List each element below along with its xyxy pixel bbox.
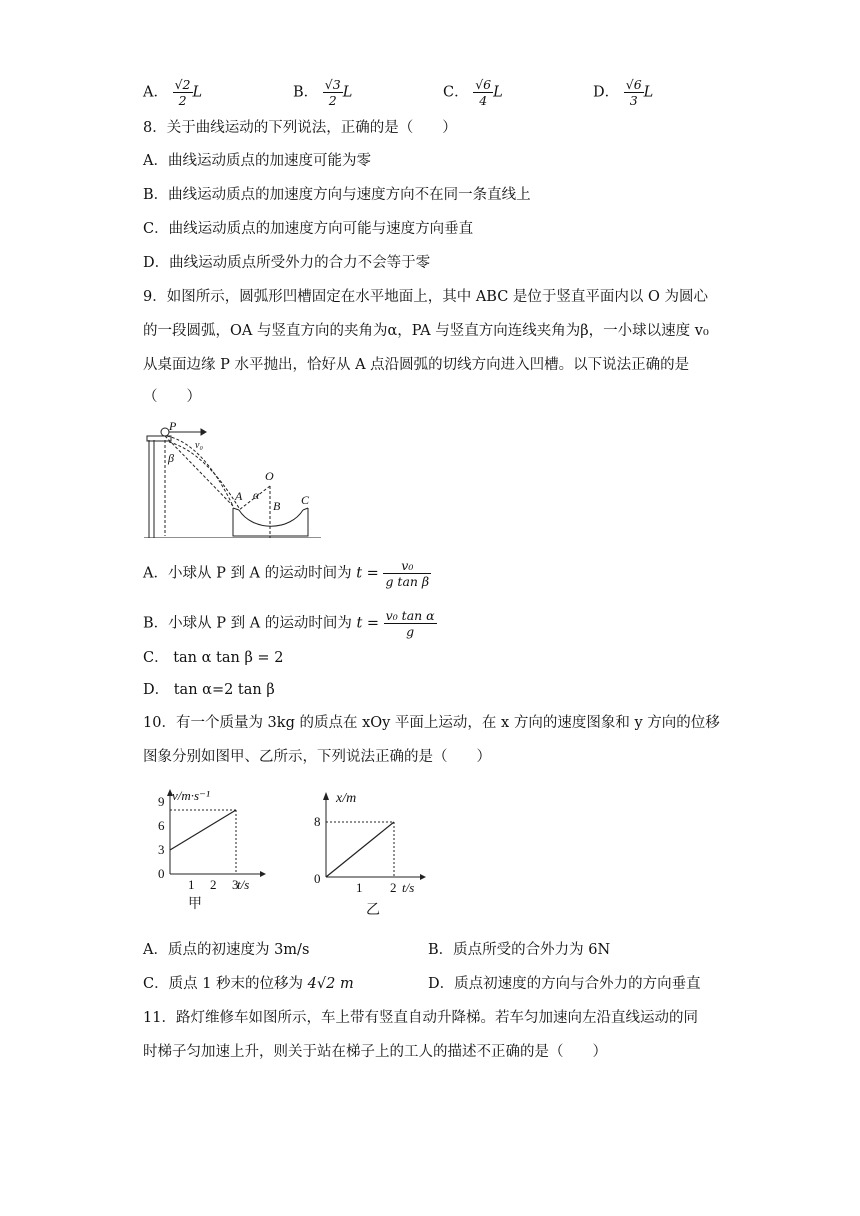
- q9-option-c[interactable]: C． tan α tan β = 2: [143, 650, 284, 666]
- y-tick-label: 3: [158, 842, 165, 857]
- chart-yi-plot: [314, 791, 426, 918]
- q9-stem-line-2: 的一段圆弧，OA 与竖直方向的夹角为α，PA 与竖直方向连线夹角为β，一小球以速度 v₀: [143, 323, 709, 339]
- label-v0: v₀: [195, 440, 203, 451]
- q9-option-a[interactable]: [143, 558, 431, 589]
- label-c: C: [301, 493, 310, 507]
- option-math-lhs: t =: [356, 615, 380, 632]
- q10-option-c[interactable]: [143, 974, 354, 994]
- x-tick-label: 3: [232, 877, 239, 892]
- option-fraction: [624, 77, 644, 108]
- q9-stem-line-4: （ ）: [143, 389, 201, 405]
- q7-option-b[interactable]: [293, 77, 352, 108]
- q7-option-d[interactable]: [593, 77, 653, 108]
- fraction-denominator: 3: [629, 93, 638, 108]
- q8-stem: 8．关于曲线运动的下列说法，正确的是（ ）: [143, 120, 457, 136]
- ball-icon: [161, 428, 169, 436]
- fraction-denominator: g tan β: [385, 574, 430, 589]
- velocity-arrowhead: [201, 429, 206, 435]
- q9-option-b[interactable]: [143, 608, 437, 639]
- label-p: P: [169, 419, 177, 433]
- data-line: [326, 822, 394, 877]
- label-o: O: [265, 469, 274, 483]
- q9-stem-line-1: 9．如图所示，圆弧形凹槽固定在水平地面上，其中 ABC 是位于竖直平面内以 O 为圆心: [143, 289, 709, 305]
- q7-option-a[interactable]: [143, 77, 202, 108]
- fraction-denominator: 4: [479, 93, 488, 108]
- chart-yi: [300, 784, 440, 919]
- option-fraction: [473, 77, 493, 108]
- x-axis-arrow: [420, 874, 426, 880]
- x-axis-arrow: [260, 871, 266, 877]
- groove-edge: [303, 508, 308, 510]
- option-label: B．: [293, 84, 319, 101]
- q11-stem-line-2: 时梯子匀加速上升，则关于站在梯子上的工人的描述不正确的是（ ）: [143, 1044, 607, 1060]
- option-text: C．质点 1 秒末的位移为: [143, 976, 304, 992]
- table-top: [147, 436, 171, 441]
- fraction-denominator: 2: [178, 93, 187, 108]
- chart-caption: 甲: [188, 897, 202, 912]
- x-axis-label: t/s: [237, 877, 250, 892]
- option-text: B．小球从 P 到 A 的运动时间为: [143, 615, 352, 632]
- option-label: D．: [593, 84, 620, 101]
- option-suffix: L: [192, 84, 203, 101]
- y-tick-label: 8: [314, 814, 321, 829]
- q9-figure: [143, 418, 323, 538]
- label-beta: β: [168, 451, 174, 465]
- q8-option-a[interactable]: A．曲线运动质点的加速度可能为零: [143, 153, 371, 169]
- data-line: [170, 810, 236, 850]
- q10-option-b[interactable]: B．质点所受的合外力为 6N: [428, 942, 611, 958]
- y-axis-label: x/m: [336, 791, 357, 806]
- option-suffix: L: [493, 84, 503, 101]
- groove-edge: [233, 508, 239, 510]
- fraction-numerator: √6: [475, 77, 492, 92]
- q10-stem-line-1: 10．有一个质量为 3kg 的质点在 xOy 平面上运动，在 x 方向的速度图象和 y 方向的位移: [143, 715, 720, 731]
- fraction-numerator: v₀ tan α: [385, 608, 435, 623]
- fraction-denominator: g: [406, 624, 415, 639]
- option-suffix: L: [643, 84, 654, 101]
- x-tick-label: 2: [390, 880, 397, 895]
- y-tick-label: 6: [158, 818, 165, 833]
- q10-stem-line-2: 图象分别如图甲、乙所示，下列说法正确的是（ ）: [143, 749, 491, 765]
- chart-jia-plot: [158, 788, 266, 912]
- label-b: B: [273, 499, 281, 513]
- origin-label: 0: [314, 871, 321, 886]
- q9-stem-line-3: 从桌面边缘 P 水平抛出，恰好从 A 点沿圆弧的切线方向进入凹槽。以下说法正确的是: [143, 357, 690, 373]
- q8-option-d[interactable]: D．曲线运动质点所受外力的合力不会等于零: [143, 255, 431, 271]
- option-fraction: [383, 558, 431, 589]
- y-tick-label: 0: [158, 866, 165, 881]
- x-axis-label: t/s: [402, 880, 415, 895]
- q10-option-a[interactable]: A．质点的初速度为 3m/s: [143, 942, 310, 958]
- y-axis-arrow: [323, 792, 329, 800]
- option-math-lhs: t =: [356, 565, 379, 582]
- x-tick-label: 1: [356, 880, 363, 895]
- option-label: C．: [443, 84, 469, 101]
- q9-option-d[interactable]: D． tan α=2 tan β: [143, 682, 275, 698]
- chart-caption: 乙: [366, 903, 380, 918]
- option-text: A．小球从 P 到 A 的运动时间为: [143, 565, 352, 582]
- option-fraction: [384, 608, 437, 639]
- fraction-numerator: √6: [625, 77, 642, 92]
- fraction-numerator: √2: [174, 77, 191, 92]
- q7-option-c[interactable]: [443, 77, 503, 108]
- label-alpha: α: [253, 488, 260, 502]
- groove-arc: [239, 510, 303, 526]
- option-label: A．: [143, 84, 168, 101]
- fraction-numerator: v₀: [383, 558, 431, 574]
- q11-stem-line-1: 11．路灯维修车如图所示，车上带有竖直自动升降梯。若车匀加速向左沿直线运动的同: [143, 1010, 698, 1026]
- fraction-denominator: 2: [328, 93, 337, 108]
- label-a: A: [235, 489, 243, 503]
- q8-option-b[interactable]: B．曲线运动质点的加速度方向与速度方向不在同一条直线上: [143, 187, 531, 203]
- y-tick-label: 9: [158, 794, 165, 809]
- y-axis-label: v/m·s⁻¹: [172, 788, 210, 803]
- chart-jia: [140, 784, 290, 914]
- option-suffix: L: [342, 84, 353, 101]
- option-math: 4√2 m: [307, 976, 354, 992]
- option-fraction: [323, 77, 343, 108]
- q8-option-c[interactable]: C．曲线运动质点的加速度方向可能与速度方向垂直: [143, 221, 474, 237]
- x-tick-label: 1: [188, 877, 195, 892]
- option-fraction: [173, 77, 193, 108]
- x-tick-label: 2: [210, 877, 217, 892]
- fraction-numerator: √3: [324, 77, 341, 92]
- q10-option-d[interactable]: D．质点初速度的方向与合外力的方向垂直: [428, 976, 701, 992]
